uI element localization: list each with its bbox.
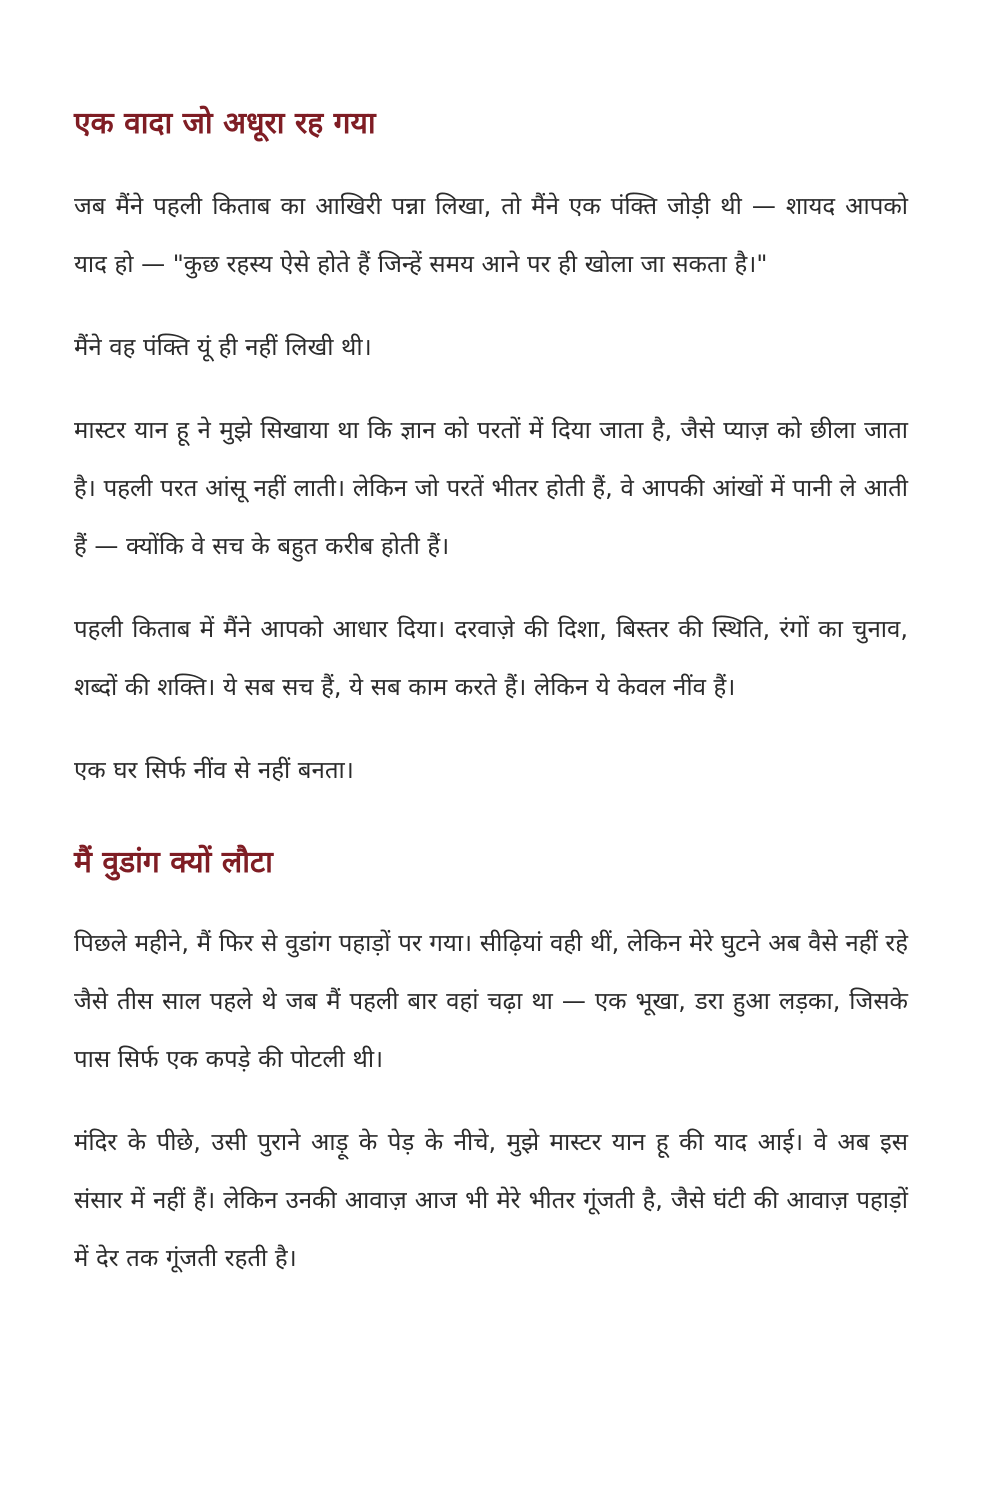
- paragraph: मास्टर यान हू ने मुझे सिखाया था कि ज्ञान को परतों में दिया जाता है, जैसे प्याज़ को छीला जाता है। पहली परत आंसू नहीं लाती। लेकिन जो परतें भीतर होती हैं, वे आपकी आंखों में पानी ले आती हैं — क्योंकि वे सच के बहुत करीब होती हैं।: [74, 416, 908, 560]
- paragraph: एक घर सिर्फ नींव से नहीं बनता।: [74, 756, 354, 784]
- section-heading-wudang: मैं वुडांग क्यों लौटा: [74, 845, 273, 880]
- section-heading-promise: एक वादा जो अधूरा रह गया: [74, 106, 376, 141]
- paragraph: जब मैंने पहली किताब का आखिरी पन्ना लिखा, तो मैंने एक पंक्ति जोड़ी थी — शायद आपको याद हो — "कुछ रहस्य ऐसे होते हैं जिन्हें समय आने पर ही खोला जा सकता है।": [74, 192, 908, 278]
- paragraph: पहली किताब में मैंने आपको आधार दिया। दरवाज़े की दिशा, बिस्तर की स्थिति, रंगों का चुनाव, शब्दों की शक्ति। ये सब सच हैं, ये सब काम करते हैं। लेकिन ये केवल नींव हैं।: [74, 615, 908, 701]
- page-content: [74, 98, 908, 1312]
- paragraph: मंदिर के पीछे, उसी पुराने आड़ू के पेड़ के नीचे, मुझे मास्टर यान हू की याद आई। वे अब इस संसार में नहीं हैं। लेकिन उनकी आवाज़ आज भी मेरे भीतर गूंजती है, जैसे घंटी की आवाज़ पहाड़ों में देर तक गूंजती रहती है।: [74, 1128, 908, 1272]
- paragraph: मैंने वह पंक्ति यूं ही नहीं लिखी थी।: [74, 333, 372, 361]
- paragraph: पिछले महीने, मैं फिर से वुडांग पहाड़ों पर गया। सीढ़ियां वही थीं, लेकिन मेरे घुटने अब वैसे नहीं रहे जैसे तीस साल पहले थे जब मैं पहली बार वहां चढ़ा था — एक भूखा, डरा हुआ लड़का, जिसके पास सिर्फ एक कपड़े की पोटली थी।: [74, 929, 908, 1073]
